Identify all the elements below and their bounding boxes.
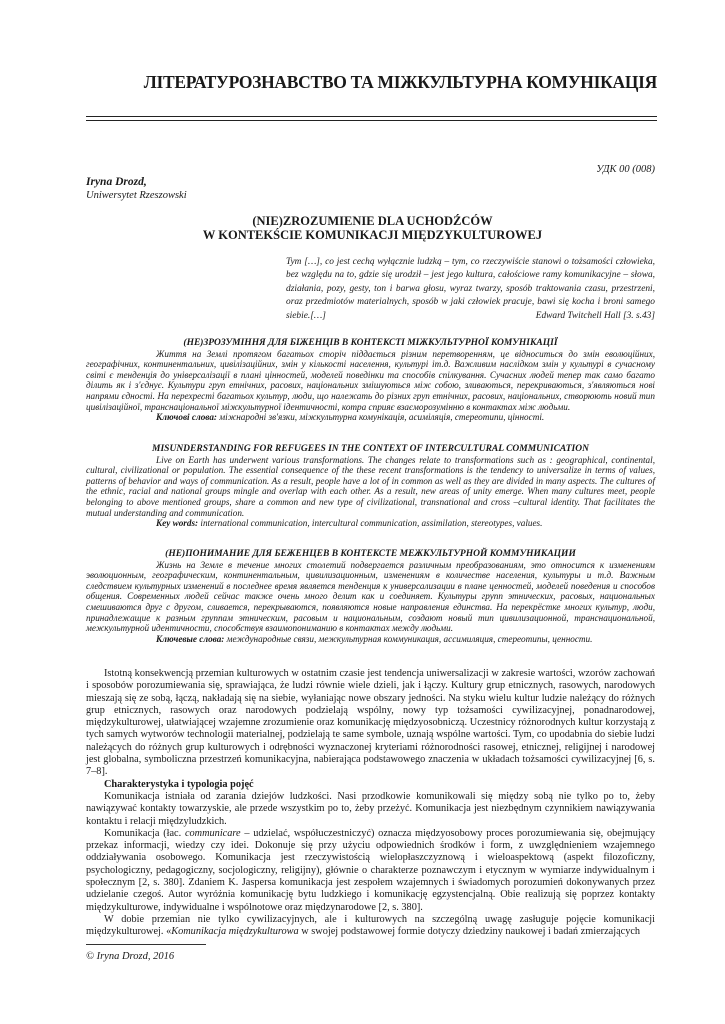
article-title: [120, 214, 625, 242]
abstract-title: MISUNDERSTANDING FOR REFUGEES IN THE CONTEXT OF INTERCULTURAL COMMUNICATION: [152, 444, 589, 454]
udk-code: УДК 00 (008): [596, 164, 655, 175]
keywords-text: international communication, intercultural communication, assimilation, stereotypes, values.: [200, 518, 543, 529]
article-body: [86, 668, 655, 939]
body-text: W dobie przemian nie tylko cywilizacyjnych, ale i kulturowych na szczególną uwagę zasługuje pojęcie komunikacji międzykulturowej. «: [86, 913, 655, 938]
body-paragraph: [86, 828, 655, 914]
author-affiliation: Uniwersytet Rzeszowski: [86, 190, 187, 201]
article-title-line-1: (NIE)ZROZUMIENIE DLA UCHODŹCÓW: [252, 214, 493, 228]
keywords-line: [86, 634, 655, 645]
body-paragraph: [86, 914, 655, 939]
body-paragraph: Istotną konsekwencją przemian kulturowych w ostatnim czasie jest tendencja uniwersalizacji w zakresie wartości, wzorów zachowań i sposobów porozumiewania się, sprawiająca, że ludzi równie wiele dzieli, jak i łączy. Kultury grup etnicznych, rasowych, narodowych mieszają się ze sobą, łączą, nakładają się na siebie, wyłaniając nowe obszary jedności. Na styku wielu kultur ludzie należący do różnych grup etnicznych, rasowych oraz narodowych podzielają wspólny, nowy typ tożsamości cywilizacyjnej, ponadnarodowej, międzykulturowej, ułatwiającej wzajemne zrozumienie oraz komunikację międzyosobniczą. Uczestnicy różnorodnych kultur korzystają z tych samych wytworów technologii materialnej, podzielają te same symbole, uznają wspólne wartości. Tym, co upodabnia do siebie ludzi należących do różnych grup kulturowych i odrębności wyznaczonej kryteriami różnorodności rasowej, etnicznej, religijnej i narodowej jest globalna, symboliczna przestrzeń komunikacyjna, nabierająca podstawowego znaczenia w układach tożsamości cywilizacyjnej [6, s. 7–8].: [86, 668, 655, 778]
abstract-text: Життя на Землі протягом багатьох сторіч піддається різним перетворенням, це відноситься до змін еволюційних, географічних, континентальних, цивілізаційних, змін у кількості населення, культурі іт.д. Важливим наслідком змін у культурі в сучасному світі є тенденція до універсалізації в плані цінностей, моделей поведінки та способів спілкування. Сучасних людей тепер так само багато ділить як і з'єднує. Культури груп етнічних, расових, національних змішуються між собою, зливаються, перекриваються, з'являються нові напрями єдності. На перехресті багатьох культур, люди, що належать до різних груп етнічних, расових, національних, створюють новий тип цивілізаційної, транснаціональної міжкультурної ідентичності, котра сприяє взаєморозумінню в контактах між людьми.: [86, 348, 655, 412]
header-rule-thin: [86, 120, 657, 121]
keywords-label: Ключевые слова:: [156, 633, 225, 644]
latin-term: communicare: [184, 827, 241, 839]
abstract-text: Live on Earth has underwent various transformations. The changes relate to transformations such as : geographical, continental, cultural, civilizational or population. The essential consequence of the these recent transformations is the tendency to universalize in terms of values, patterns of behavior and ways of communication. As a result, people have a lot of in common as well as they are divided in many aspects. The cultures of the ethnic, racial and national groups mingle and overlap with each other. As a result, new areas of unity emerge. When many cultures meet, people belonging to above mentioned groups, share a common and new type of civilizational, transnational and cross –cultural identity. That facilitates the mutual understanding and communication.: [86, 454, 655, 518]
abstract-russian: [86, 549, 655, 644]
header-rule-thick: [86, 116, 657, 117]
keywords-line: [86, 412, 655, 423]
epigraph: Tym […], co jest cechą wyłącznie ludzką – tym, co rzeczywiście stanowi o tożsamości człowieka, bez względu na to, gdzie się urodził – jest jego kultura, całościowe ramy komunikacyjne – słowa, działania, pozy, gesty, ton i barwa głosu, wyraz twarzy, sposób traktowania czasu, przestrzeni, oraz przedmiotów materialnych, sposób w jaki człowiek pracuje, bawi się kocha i broni samego siebie.[…]: [286, 257, 655, 321]
body-text: Komunikacja (łac.: [104, 827, 185, 839]
keywords-text: міжнародні зв'язки, міжкультурна комунікація, асиміляція, стереотипи, цінності.: [219, 412, 545, 423]
keywords-label: Key words:: [156, 518, 199, 529]
body-heading: Charakterystyka i typologia pojęć: [104, 778, 254, 790]
author-name: Iryna Drozd,: [86, 176, 147, 188]
abstract-english: [86, 444, 655, 529]
abstract-title: (НЕ)ЗРОЗУМІННЯ ДЛЯ БІЖЕНЦІВ В КОНТЕКСТІ МІЖКУЛЬТУРНОЇ КОМУНІКАЦІЇ: [183, 338, 558, 348]
keywords-text: международные связи, межкультурная коммуникация, ассимиляция, стереотипы, ценности.: [226, 633, 593, 644]
body-paragraph: Komunikacja istniała od zarania dziejów ludzkości. Nasi przodkowie komunikowali się między sobą nie tylko po to, żeby nawiązywać kontakty towarzyskie, ale przede wszystkim po to, żeby przeżyć. Komunikacja jest niezbędnym czynnikiem nawiązywania kontaktu i relacji międzyludzkich.: [86, 790, 655, 827]
body-text: – udzielać, współuczestniczyć) oznacza międzyosobowy proces porozumiewania się, obejmujący przekaz informacji, wiedzy czy idei. Dokonuje się przy użyciu odpowiednich środków i form, z uwzględnieniem wzajemnego oddziaływania osobowego. Komunikacja jest rzeczywistością wielopłaszczyznową i wieloaspektową (aspekt filozoficzny, psychologiczny, pedagogiczny, socjologiczny, religijny), głównie o charakterze poznawczym i etycznym w wymiarze indywidualnym i społecznym [2, s. 380]. Zdaniem K. Jaspersa komunikacja jest zespołem wzajemnych i świadomych porozumień dokonywanych przez udzielanie czegoś. Autor wyróżnia komunikację bytu ludzkiego i komunikację egzystencjalną. Obie realizują się poprzez kontakty międzykulturowe, indywidualne i wspólnotowe oraz międzynarodowe [2, s. 380].: [86, 827, 655, 913]
footer-rule: [86, 944, 206, 945]
abstract-ukrainian: [86, 338, 655, 423]
defined-term: Komunikacja międzykulturowa: [171, 926, 299, 938]
abstract-text: Жизнь на Земле в течение многих столетий подвергается различным преобразованиям, это относится к изменениям эволюционным, географическим, континентальным, цивилизационным, изменениям в количестве населения, культуры и т.д. Важным следствием культурных изменений в последнее время является тенденция к универсализации в плане ценностей, моделей поведения и способов общения. Современных людей сейчас также очень много делит как и соединяет. Культуры групп этнических, расовых, национальных смешиваются друг с другом, сливается, перекрываются, появляются новые направления единства. На перекрёстке многих культур, люди, принадлежащие к разным группам этническим, расовым и национальным, создают новый тип цивилизационной, транснациональной, межкультурной идентичности, способствуя взаимопониманию в контактах между людьми.: [86, 559, 655, 634]
section-title: ЛІТЕРАТУРОЗНАВСТВО ТА МІЖКУЛЬТУРНА КОМУНІКАЦІЯ: [143, 72, 657, 92]
abstract-title: (НЕ)ПОНИМАНИЕ ДЛЯ БЕЖЕНЦЕВ В КОНТЕКСТЕ МЕЖКУЛЬТУРНОЙ КОММУНИКАЦИИ: [165, 549, 576, 559]
keywords-label: Ключові слова:: [156, 412, 217, 423]
copyright-notice: © Iryna Drozd, 2016: [86, 951, 175, 962]
keywords-line: [86, 518, 655, 529]
body-text: w swojej podstawowej formie dotyczy dziedziny naukowej i badań zmierzających: [298, 926, 641, 938]
epigraph-author: Edward Twitchell Hall [3. s.43]: [535, 311, 655, 321]
article-title-line-2: W KONTEKŚCIE KOMUNIKACJI MIĘDZYKULTUROWEJ: [202, 228, 543, 242]
